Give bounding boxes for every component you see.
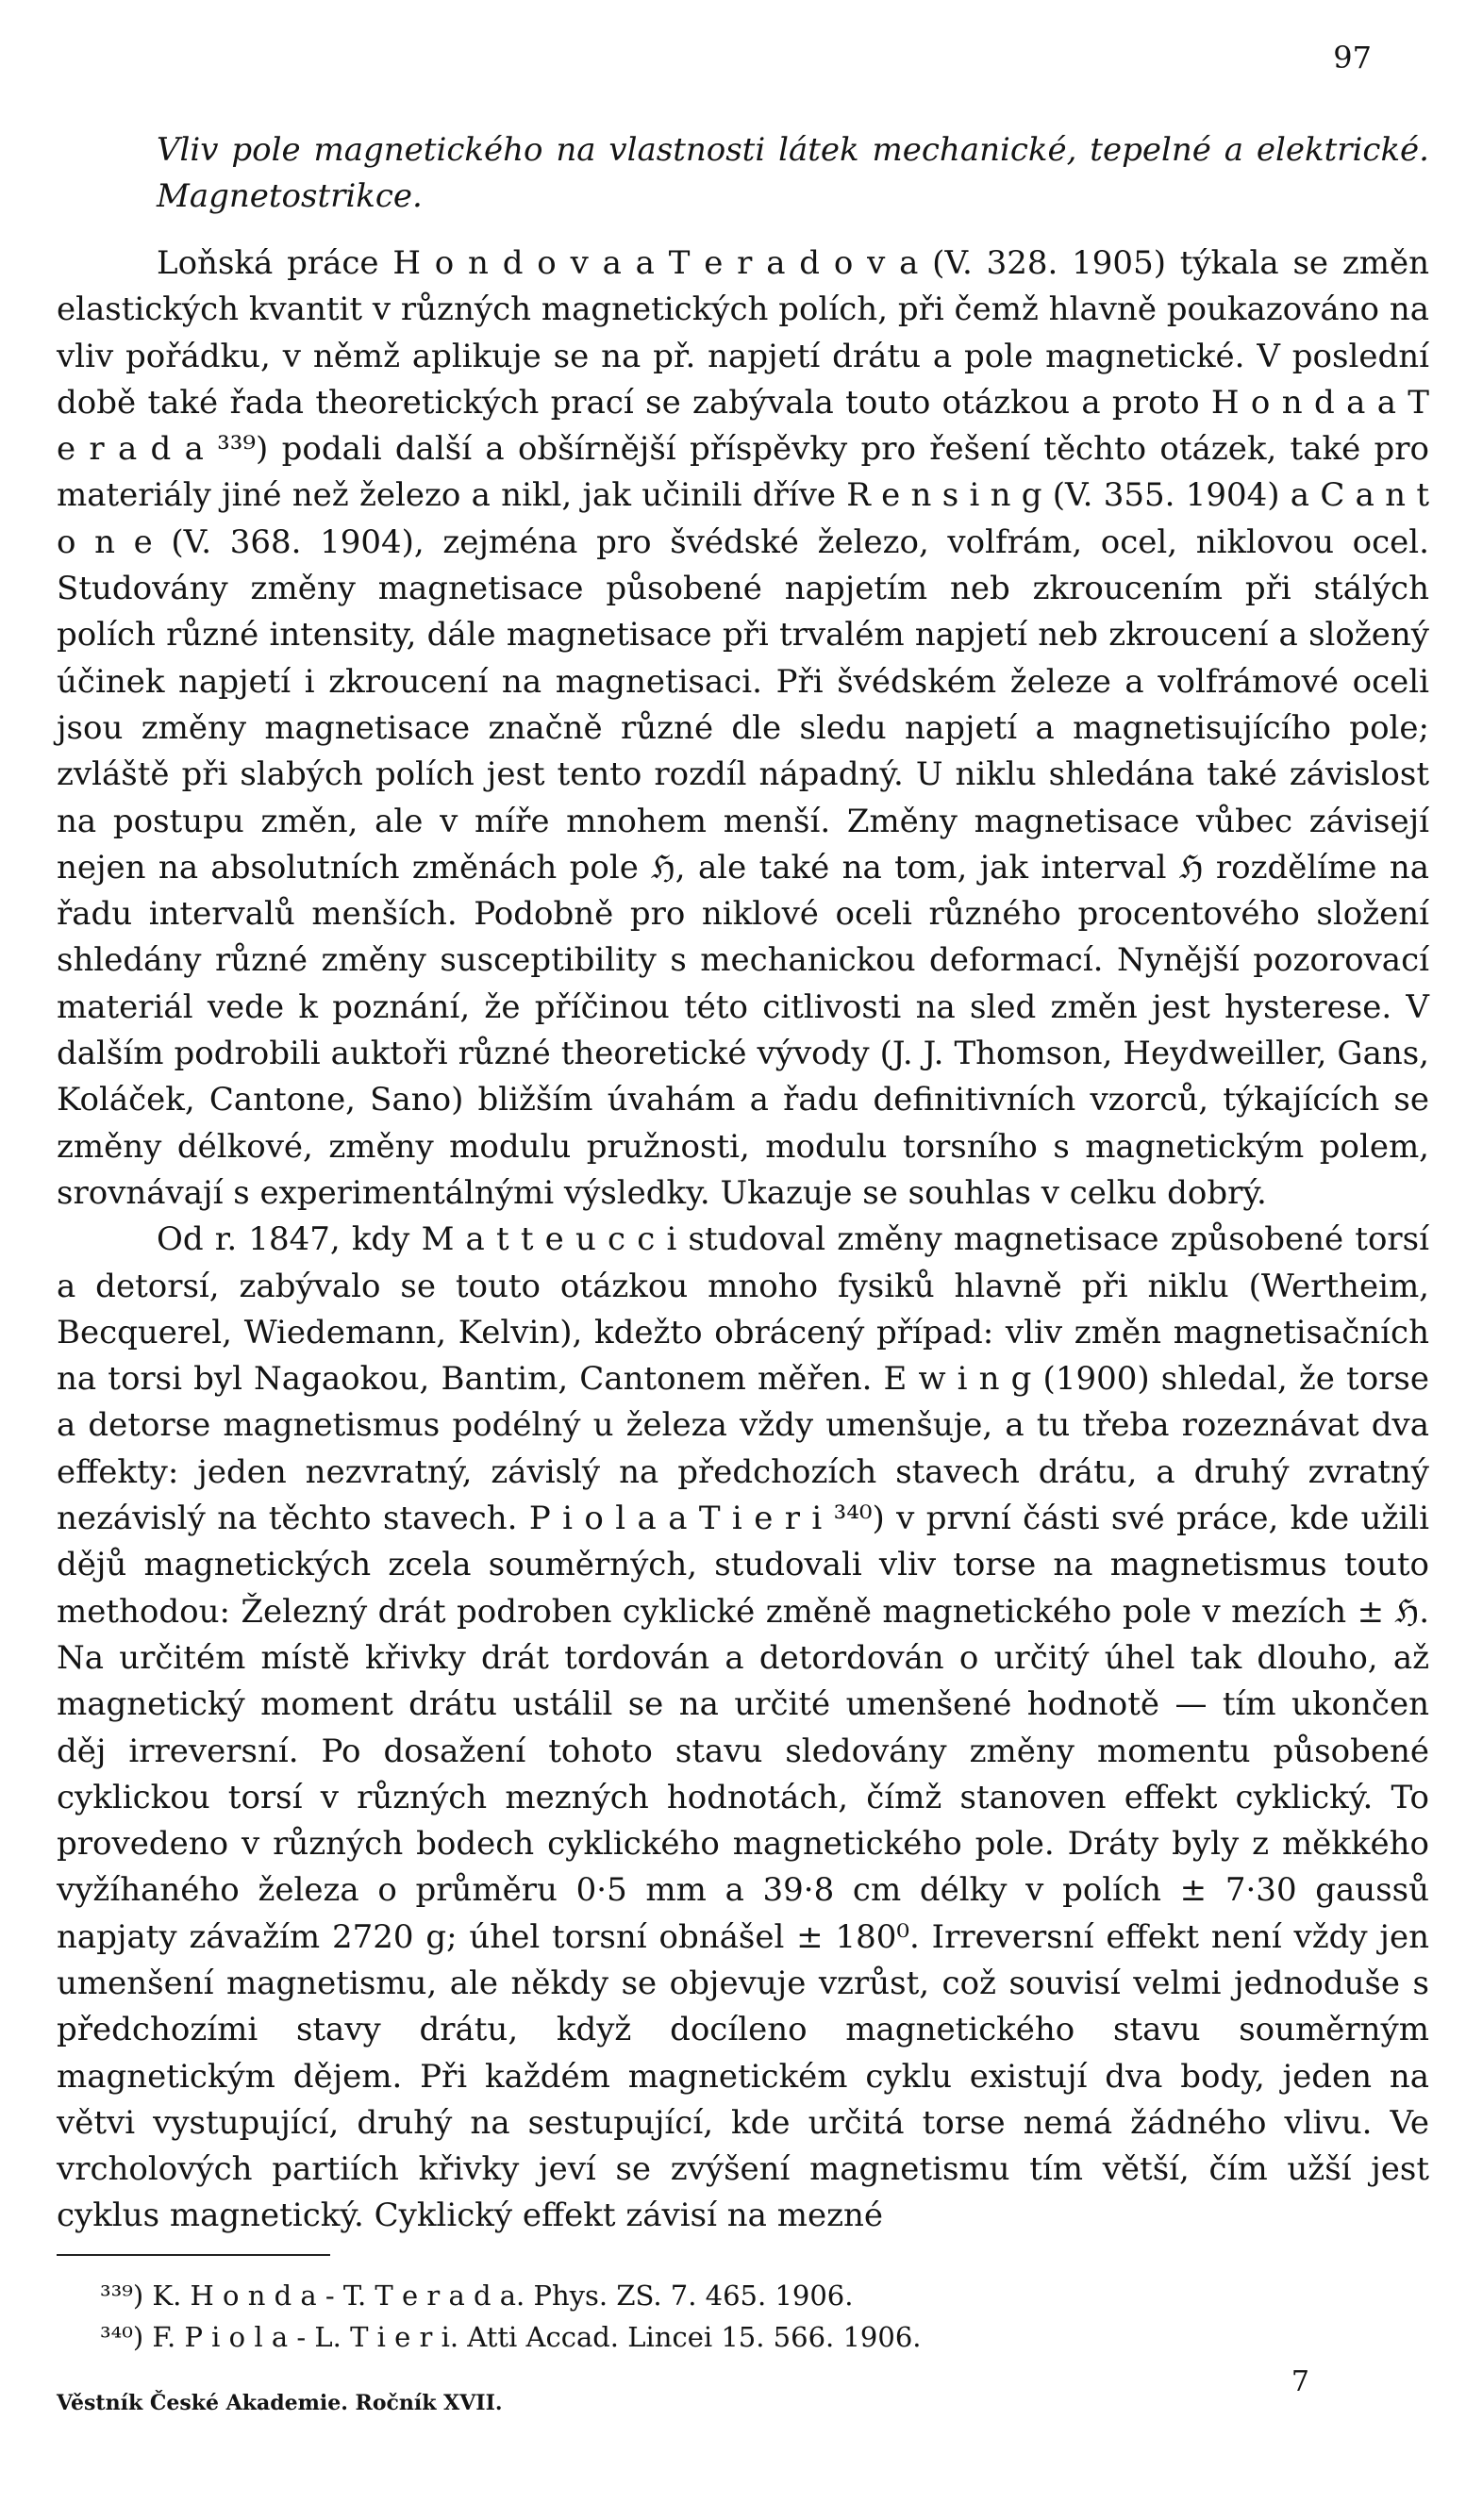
signature-number: 7 [1291,2365,1309,2398]
footnote-340: ³⁴⁰) F. P i o l a - L. T i e r i. Atti Accad. Lincei 15. 566. 1906. [100,2321,922,2353]
journal-footer: Věstník České Akademie. Ročník XVII. [57,2391,503,2415]
footnote-339: ³³⁹) K. H o n d a - T. T e r a d a. Phys. ZS. 7. 465. 1906. [100,2280,854,2312]
page-number: 97 [1333,40,1372,75]
paragraph-1: Loňská práce H o n d o v a a T e r a d o v a (V. 328. 1905) týkala se změn elastických kvantit v různých magnetických polích, při čemž hlavně poukazováno na vliv pořádku, v němž aplikuje se na př. napjetí drátu a pole magnetické. V poslední době také řada theoretických prací se zabývala touto otázkou a proto H o n d a a T e r a d a ³³⁹) podali další a obšírnější příspěvky pro řešení těchto otázek, také pro materiály jiné než železo a nikl, jak učinili dříve R e n s i n g (V. 355. 1904) a C a n t o n e (V. 368. 1904), zejména pro švédské železo, volfrám, ocel, niklovou ocel. Studovány změny magnetisace působené napjetím neb zkroucením při stálých polích různé intensity, dále magnetisace při trvalém napjetí neb zkroucení a složený účinek napjetí i zkroucení na magnetisaci. Při švédském železe a volfrámové oceli jsou změny magnetisace značně různé dle sledu napjetí a magnetisujícího pole; zvláště při slabých polích jest tento rozdíl nápadný. U niklu shledána také závislost na postupu změn, ale v míře mnohem menší. Změny magnetisace vůbec závisejí nejen na absolutních změnách pole ℌ, ale také na tom, jak interval ℌ rozdělíme na řadu intervalů menších. Podobně pro niklové oceli různého procentového složení shledány různé změny susceptibility s mechanickou deformací. Nynější pozorovací materiál vede k poznání, že příčinou této citlivosti na sled změn jest hysterese. V dalším podrobili auktoři různé theoretické vývody (J. J. Thomson, Heydweiller, Gans, Koláček, Cantone, Sano) bližším úvahám a řadu definitivních vzorců, týkajících se změny délkové, změny modulu pružnosti, modulu torsního s magnetickým polem, srovnávají s experimentálnými výsledky. Ukazuje se souhlas v celku dobrý. [57,244,1429,1212]
main-text [57,127,1429,2240]
section-heading: Vliv pole magnetického na vlastnosti látek mechanické, tepelné a elektrické. Magnetostrikce. [157,131,1429,215]
footnotes [100,2275,1402,2358]
footnote-divider [57,2254,330,2256]
paragraph-2: Od r. 1847, kdy M a t t e u c c i studoval změny magnetisace způsobené torsí a detorsí, zabývalo se touto otázkou mnoho fysiků hlavně při niklu (Wertheim, Becquerel, Wiedemann, Kelvin), kdežto obrácený případ: vliv změn magnetisačních na torsi byl Nagaokou, Bantim, Cantonem měřen. E w i n g (1900) shledal, že torse a detorse magnetismus podélný u železa vždy umenšuje, a tu třeba rozeznávat dva effekty: jeden nezvratný, závislý na předchozích stavech drátu, a druhý zvratný nezávislý na těchto stavech. P i o l a a T i e r i ³⁴⁰) v první části své práce, kde užili dějů magnetických zcela souměrných, studovali vliv torse na magnetismus touto methodou: Železný drát podroben cyklické změně magnetického pole v mezích ± ℌ. Na určitém místě křivky drát tordován a detordován o určitý úhel tak dlouho, až magnetický moment drátu ustálil se na určité umenšené hodnotě — tím ukončen děj irreversní. Po dosažení tohoto stavu sledovány změny momentu působené cyklickou torsí v různých mezných hodnotách, čímž stanoven effekt cyklický. To provedeno v různých bodech cyklického magnetického pole. Dráty byly z měkkého vyžíhaného železa o průměru 0·5 mm a 39·8 cm délky v polích ± 7·30 gaussů napjaty závažím 2720 g; úhel torsní obnášel ± 180⁰. Irreversní effekt není vždy jen umenšení magnetismu, ale někdy se objevuje vzrůst, což souvisí velmi jednoduše s předchozími stavy drátu, když docíleno magnetického stavu souměrným magnetickým dějem. Při každém magnetickém cyklu existují dva body, jeden na větvi vystupující, druhý na sestupující, kde určitá torse nemá žádného vlivu. Ve vrcholových partiích křivky jeví se zvýšení magnetismu tím větší, čím užší jest cyklus magnetický. Cyklický effekt závisí na mezné [57,1220,1429,2235]
